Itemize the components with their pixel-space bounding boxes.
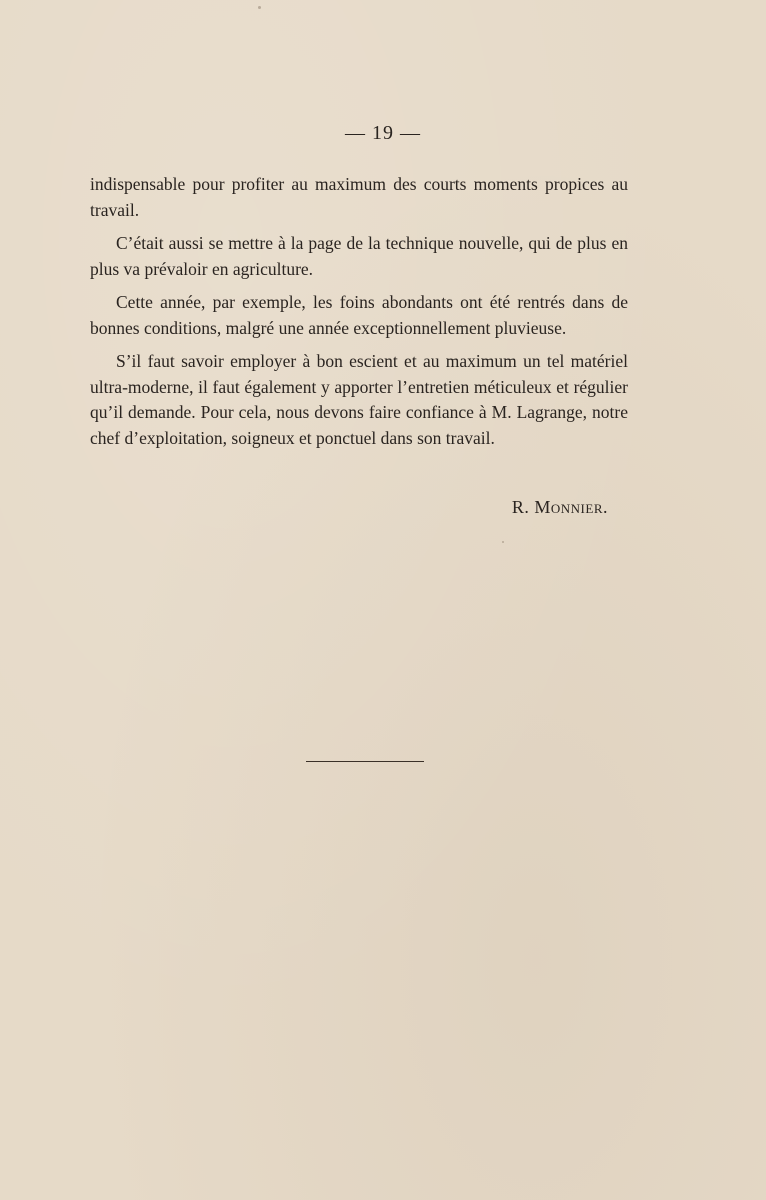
paragraph-1: indispensable pour profiter au maximum des courts moments propices au travail.: [90, 174, 628, 220]
signature-surname: Monnier.: [534, 497, 608, 517]
signature-initial: R.: [511, 497, 530, 517]
paragraph-2: C’était aussi se mettre à la page de la technique nouvelle, qui de plus en plus va prévaloir en agriculture.: [90, 233, 628, 279]
page-number: — 19 —: [345, 122, 421, 144]
body-text: [90, 172, 628, 459]
paragraph-3: Cette année, par exemple, les foins abondants ont été rentrés dans de bonnes conditions, malgré une année exceptionnellement pluvieuse.: [90, 292, 628, 338]
section-divider: [306, 761, 424, 762]
paper-speck: [502, 541, 504, 543]
author-signature: [512, 497, 608, 518]
paragraph-4: S’il faut savoir employer à bon escient et au maximum un tel matériel ultra-moderne, il faut également y apporter l’entretien méticuleux et régulier qu’il demande. Pour cela, nous devons faire confiance à M. Lagrange, notre chef d’exploitation, soigneux et ponctuel dans son travail.: [90, 351, 628, 448]
paper-speck: [258, 6, 261, 9]
